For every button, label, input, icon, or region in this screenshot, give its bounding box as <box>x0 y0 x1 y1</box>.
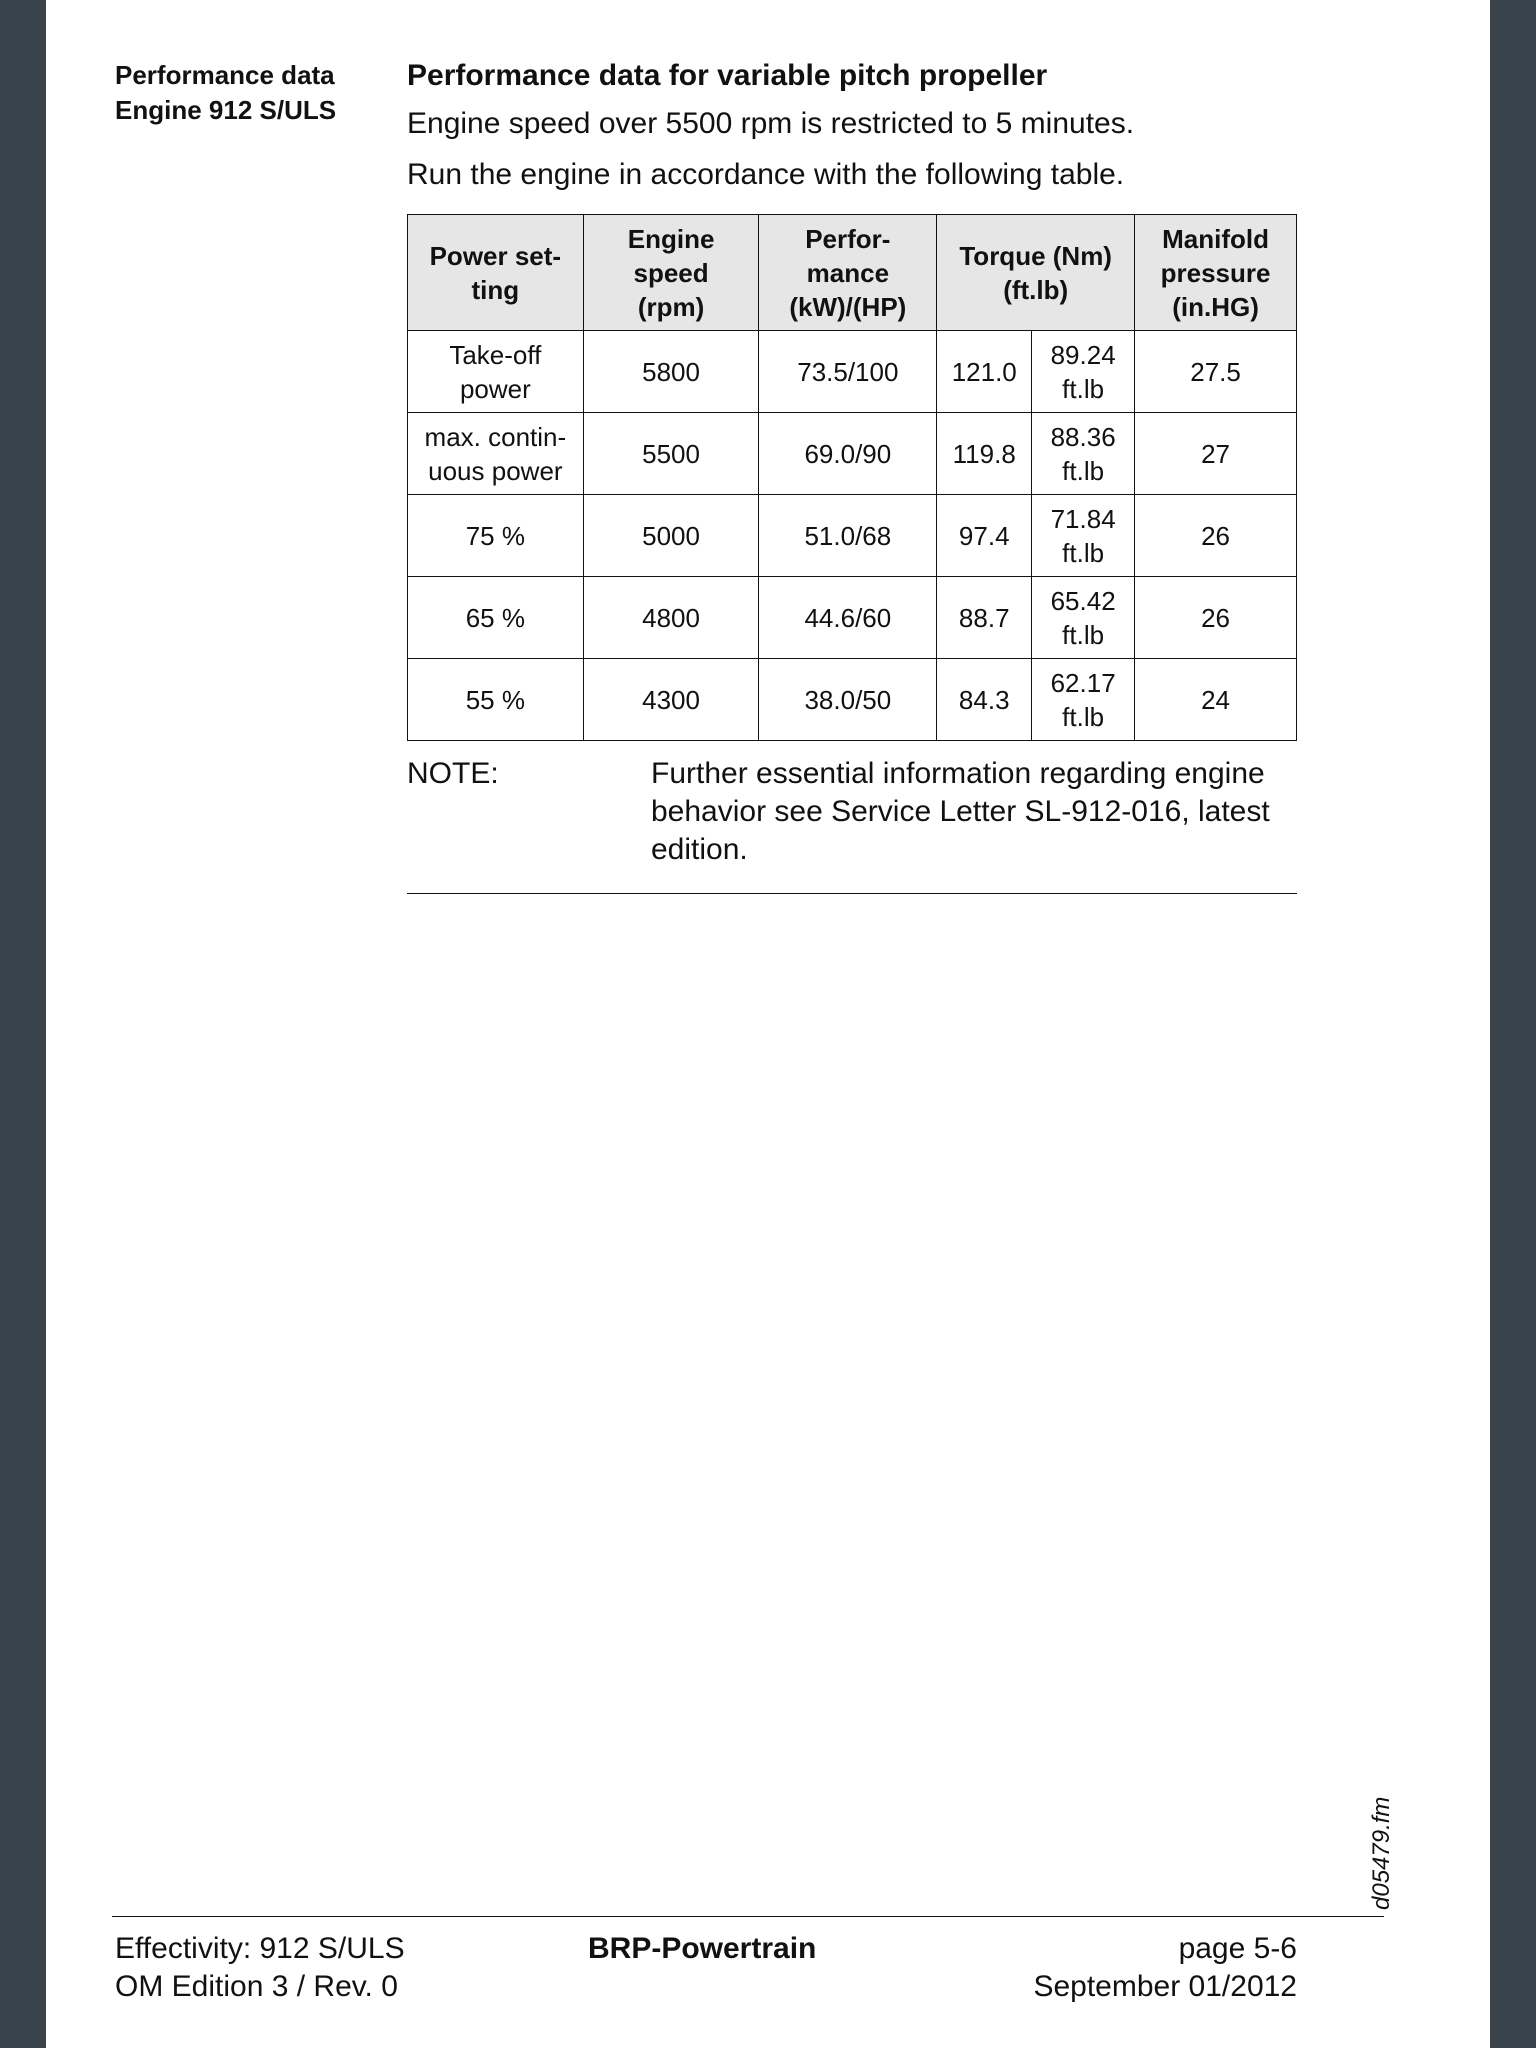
cell-performance: 44.6/60 <box>759 577 937 659</box>
cell-power-setting: 75 % <box>408 495 584 577</box>
cell-torque-nm: 84.3 <box>937 659 1032 741</box>
cell-rpm: 5000 <box>583 495 759 577</box>
note <box>407 755 1297 869</box>
performance-table <box>407 214 1297 741</box>
header-engine-speed: Engine speed (rpm) <box>583 215 759 331</box>
footer-date: September 01/2012 <box>1033 1970 1297 2003</box>
header-power-setting: Power set- ting <box>408 215 584 331</box>
cell-manifold: 27 <box>1135 413 1297 495</box>
cell-torque-ftlb: 88.36 ft.lb <box>1032 413 1135 495</box>
cell-power-setting: 55 % <box>408 659 584 741</box>
file-code: d05479.fm <box>1368 1796 1395 1910</box>
cell-torque-ftlb: 65.42 ft.lb <box>1032 577 1135 659</box>
footer-left <box>115 1930 405 2006</box>
cell-manifold: 27.5 <box>1135 331 1297 413</box>
cell-performance: 73.5/100 <box>759 331 937 413</box>
side-heading-line1: Performance data <box>115 60 335 90</box>
cell-power-setting: 65 % <box>408 577 584 659</box>
cell-torque-ftlb: 62.17 ft.lb <box>1032 659 1135 741</box>
cell-torque-nm: 88.7 <box>937 577 1032 659</box>
table-header-row <box>408 215 1297 331</box>
cell-performance: 38.0/50 <box>759 659 937 741</box>
header-manifold-pressure: Manifold pressure (in.HG) <box>1135 215 1297 331</box>
footer-effectivity: Effectivity: 912 S/ULS <box>115 1932 405 1965</box>
cell-performance: 69.0/90 <box>759 413 937 495</box>
cell-torque-nm: 119.8 <box>937 413 1032 495</box>
side-heading-line2: Engine 912 S/ULS <box>115 95 337 125</box>
section-title: Performance data for variable pitch propeller <box>407 59 1048 92</box>
cell-performance: 51.0/68 <box>759 495 937 577</box>
cell-torque-nm: 121.0 <box>937 331 1032 413</box>
note-text: Further essential information regarding engine behavior see Service Letter SL-912-016, latest edition. <box>651 757 1270 866</box>
cell-torque-ftlb: 71.84 ft.lb <box>1032 495 1135 577</box>
table-row <box>408 331 1297 413</box>
header-torque: Torque (Nm) (ft.lb) <box>937 215 1135 331</box>
section-end-rule <box>407 893 1297 894</box>
cell-manifold: 24 <box>1135 659 1297 741</box>
footer-edition: OM Edition 3 / Rev. 0 <box>115 1970 398 2003</box>
cell-rpm: 5800 <box>583 331 759 413</box>
cell-power-setting: max. contin- uous power <box>408 413 584 495</box>
table-row <box>408 659 1297 741</box>
note-label: NOTE: <box>407 757 499 790</box>
table-row <box>408 413 1297 495</box>
footer-right <box>1033 1930 1297 2006</box>
side-heading <box>115 58 336 128</box>
footer-page-number: page 5-6 <box>1178 1932 1297 1965</box>
footer-brand: BRP-Powertrain <box>588 1932 817 1965</box>
cell-torque-nm: 97.4 <box>937 495 1032 577</box>
cell-manifold: 26 <box>1135 577 1297 659</box>
main-content <box>407 56 1297 894</box>
cell-torque-ftlb: 89.24 ft.lb <box>1032 331 1135 413</box>
header-performance: Perfor- mance (kW)/(HP) <box>759 215 937 331</box>
footer-rule <box>112 1916 1384 1917</box>
cell-manifold: 26 <box>1135 495 1297 577</box>
document-page <box>46 0 1490 2048</box>
cell-rpm: 4300 <box>583 659 759 741</box>
cell-rpm: 5500 <box>583 413 759 495</box>
cell-rpm: 4800 <box>583 577 759 659</box>
table-row <box>408 495 1297 577</box>
table-row <box>408 577 1297 659</box>
cell-power-setting: Take-off power <box>408 331 584 413</box>
paragraph-speed-restriction: Engine speed over 5500 rpm is restricted to 5 minutes. <box>407 107 1135 140</box>
paragraph-run-instruction: Run the engine in accordance with the following table. <box>407 158 1125 191</box>
